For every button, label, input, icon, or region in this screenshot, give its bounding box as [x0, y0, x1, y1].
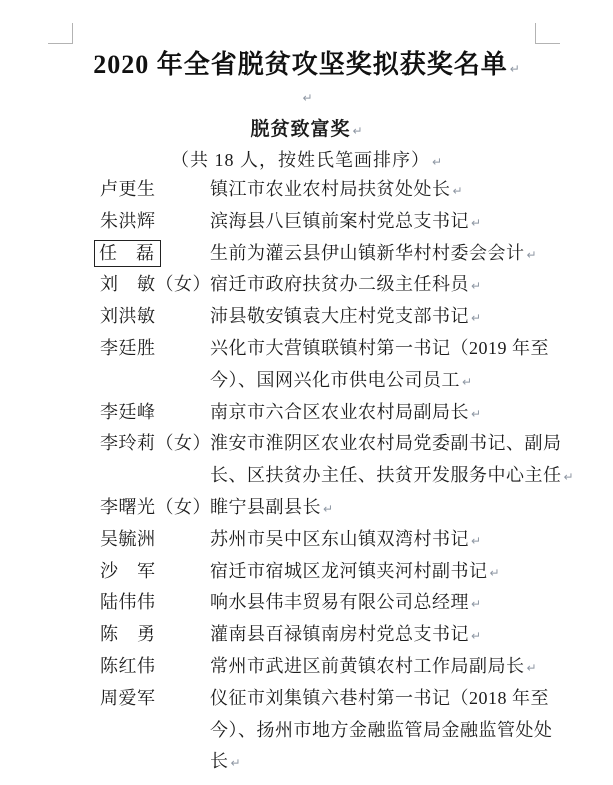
list-item	[100, 587, 570, 619]
paragraph-mark-icon: ↵	[352, 124, 363, 138]
name-text: 陈红伟	[100, 655, 156, 676]
list-item	[100, 301, 570, 333]
paragraph-mark-icon: ↵	[471, 406, 482, 421]
description-line: 常州市武进区前黄镇农村工作局副局长 ↵	[210, 655, 537, 676]
list-item	[100, 238, 570, 270]
entry-name	[100, 587, 210, 619]
entry-description	[210, 683, 570, 778]
paragraph-mark-icon: ↵	[323, 501, 334, 516]
paragraph-mark-icon: ↵	[431, 155, 443, 169]
entry-name	[100, 269, 210, 301]
entry-description	[210, 619, 570, 651]
paragraph-mark-icon: ↵	[471, 597, 482, 612]
entry-description	[210, 524, 570, 556]
list-item	[100, 556, 570, 588]
list-item	[100, 397, 570, 429]
entry-name	[100, 524, 210, 556]
document-title	[0, 44, 613, 81]
list-item	[100, 428, 574, 492]
entry-description	[210, 174, 570, 206]
paragraph-mark-icon: ↵	[471, 279, 482, 294]
entry-name	[100, 174, 210, 206]
list-item	[100, 492, 570, 524]
description-line: 宿迁市宿城区龙河镇夹河村副书记 ↵	[210, 560, 500, 581]
name-text: 周爱军	[100, 687, 156, 708]
description-line: 响水县伟丰贸易有限公司总经理 ↵	[210, 592, 482, 613]
entry-description	[210, 333, 570, 397]
entry-description	[210, 238, 570, 270]
list-item	[100, 269, 570, 301]
award-section-heading	[0, 114, 613, 141]
description-line: 仪征市刘集镇六巷村第一书记（2018 年至	[210, 687, 549, 708]
name-text: 刘洪敏	[100, 306, 156, 327]
entry-name	[100, 683, 210, 778]
description-line: 淮安市淮阴区农业农村局党委副书记、副局	[210, 433, 562, 454]
entry-name	[100, 492, 210, 524]
paragraph-mark-icon: ↵	[302, 91, 313, 105]
winner-list	[99, 174, 574, 778]
paragraph-mark-icon: ↵	[471, 533, 482, 548]
name-text: 陆伟伟	[100, 592, 156, 613]
list-item	[100, 206, 570, 238]
entry-name	[100, 301, 210, 333]
entry-name	[100, 619, 210, 651]
description-line: 滨海县八巨镇前案村党总支书记 ↵	[210, 210, 482, 231]
list-item	[100, 651, 570, 683]
entry-name	[100, 651, 210, 683]
entry-description	[210, 428, 574, 492]
description-line: 生前为灌云县伊山镇新华村村委会会计 ↵	[210, 242, 537, 263]
entry-description	[210, 397, 570, 429]
list-item	[100, 333, 570, 397]
name-text: 刘 敏（女）	[100, 274, 211, 295]
name-text: 李廷峰	[100, 401, 156, 422]
name-text: 李玲莉（女）	[100, 433, 211, 454]
empty-paragraph	[0, 88, 613, 108]
list-item	[100, 524, 570, 556]
list-item	[100, 619, 570, 651]
list-item	[100, 174, 570, 206]
description-line: 长 ↵	[210, 751, 241, 772]
entry-name	[100, 333, 210, 397]
description-line: 灌南县百禄镇南房村党总支书记 ↵	[210, 624, 482, 645]
description-line: 镇江市农业农村局扶贫处处长 ↵	[210, 179, 463, 199]
paragraph-mark-icon: ↵	[526, 247, 537, 262]
description-line: 今）、国网兴化市供电公司员工 ↵	[210, 369, 473, 390]
description-line: 南京市六合区农业农村局副局长 ↵	[210, 401, 482, 422]
entry-name	[100, 238, 210, 270]
margin-mark-line	[72, 23, 73, 44]
entry-description	[210, 301, 570, 333]
name-text: 陈 勇	[100, 624, 156, 645]
name-text: 吴毓洲	[100, 528, 156, 549]
name-text: 李曙光（女）	[100, 496, 211, 517]
entry-description	[210, 587, 570, 619]
entry-name	[100, 206, 210, 238]
description-line: 今）、扬州市地方金融监管局金融监管处处	[210, 719, 553, 740]
name-text: 朱洪辉	[100, 210, 156, 231]
entry-description	[210, 651, 570, 683]
margin-mark-line	[535, 23, 536, 44]
paragraph-mark-icon: ↵	[563, 470, 574, 485]
entry-description	[210, 206, 570, 238]
description-line: 宿迁市政府扶贫办二级主任科员 ↵	[210, 274, 482, 295]
description-line: 睢宁县副县长 ↵	[210, 496, 334, 517]
description-line: 兴化市大营镇联镇村第一书记（2019 年至	[210, 337, 549, 358]
award-name-text: 脱贫致富奖	[250, 119, 351, 140]
paragraph-mark-icon: ↵	[230, 756, 241, 771]
paragraph-mark-icon: ↵	[471, 215, 482, 230]
boxed-name: 任 磊	[94, 240, 161, 267]
entry-name	[100, 397, 210, 429]
entry-description	[210, 269, 570, 301]
description-line: 沛县敬安镇袁大庄村党支部书记 ↵	[210, 306, 482, 327]
description-line: 长、区扶贫办主任、扶贫开发服务中心主任 ↵	[210, 465, 574, 486]
description-line: 苏州市吴中区东山镇双湾村书记 ↵	[210, 528, 482, 549]
entry-description	[210, 556, 570, 588]
paragraph-mark-icon: ↵	[489, 565, 500, 580]
entry-name	[100, 556, 210, 588]
paragraph-mark-icon: ↵	[471, 629, 482, 644]
entry-name	[100, 428, 210, 492]
document-title-text: 2020 年全省脱贫攻坚奖拟获奖名单	[93, 50, 508, 79]
award-note	[0, 146, 613, 172]
award-note-text: （共 18 人，按姓氏笔画排序）	[170, 150, 430, 170]
paragraph-mark-icon: ↵	[509, 62, 520, 76]
paragraph-mark-icon: ↵	[462, 374, 473, 389]
paragraph-mark-icon: ↵	[452, 184, 463, 198]
entry-description	[210, 492, 570, 524]
name-text: 李廷胜	[100, 337, 156, 358]
paragraph-mark-icon: ↵	[526, 660, 537, 675]
list-item	[100, 683, 570, 778]
name-text: 沙 军	[100, 560, 156, 581]
paragraph-mark-icon: ↵	[471, 311, 482, 326]
name-text: 卢更生	[100, 179, 156, 199]
